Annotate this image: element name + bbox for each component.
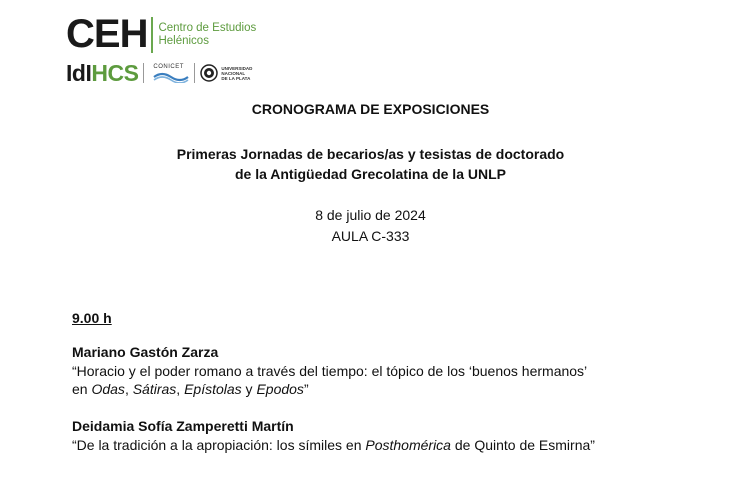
unlp-line3: DE LA PLATA: [221, 75, 251, 81]
work-title: Odas: [91, 381, 125, 397]
work-title: Epodos: [256, 381, 304, 397]
idihcs-part-a: IdI: [66, 60, 92, 86]
ceh-name-line2: Helénicos: [158, 34, 209, 47]
talk-title-end: ”: [303, 381, 309, 397]
work-title: Sátiras: [132, 381, 177, 397]
unlp-seal-icon: [200, 64, 218, 82]
logo-divider: [143, 63, 144, 83]
talk-title-line1: “Horacio y el poder romano a través del tiempo: el tópico de los ‘buenos hermanos’: [72, 363, 588, 379]
institution-logos: [66, 14, 266, 86]
document-title: CRONOGRAMA DE EXPOSICIONES: [251, 101, 490, 117]
talk-title-sep: y: [241, 381, 257, 397]
unlp-logo: [200, 64, 261, 82]
work-title: Posthomérica: [365, 437, 451, 453]
logo-divider-2: [194, 63, 195, 83]
ceh-divider: [151, 17, 153, 53]
speaker-name: Deidamia Sofía Zamperetti Martín: [72, 418, 294, 434]
talk-title-text: “De la tradición a la apropiación: los símiles en: [72, 437, 366, 453]
event-room: AULA C-333: [331, 228, 410, 244]
talk-title-text: en: [72, 381, 92, 397]
talk-title-sep: ,: [124, 381, 133, 397]
ceh-name-line1: Centro de Estudios: [158, 22, 257, 34]
event-name-line1: Primeras Jornadas de becarios/as y tesistas de doctorado: [176, 146, 565, 162]
conicet-wave-icon: [153, 71, 189, 83]
ceh-logo: [66, 14, 256, 54]
unlp-line2: NACIONAL: [221, 70, 246, 76]
session-time: 9.00 h: [72, 310, 112, 326]
speaker-name: Mariano Gastón Zarza: [72, 344, 219, 360]
talk-title-text: de Quinto de Esmirna”: [450, 437, 595, 453]
talk-title-line2: [72, 380, 309, 398]
unlp-name: [221, 66, 261, 81]
event-name-line2: de la Antigüedad Grecolatina de la UNLP: [235, 166, 506, 182]
talk-title-sep: ,: [176, 381, 185, 397]
unlp-line1: UNIVERSIDAD: [221, 65, 253, 71]
work-title: Epístolas: [184, 381, 242, 397]
talk-title-line1: [72, 436, 595, 454]
idihcs-wordmark: [66, 61, 138, 85]
conicet-logo: [153, 64, 189, 83]
event-date: 8 de julio de 2024: [315, 207, 426, 223]
ceh-full-name: [158, 22, 256, 47]
conicet-label: CONICET: [153, 63, 184, 70]
ceh-wordmark: CEH: [66, 12, 148, 56]
idihcs-part-b: HCS: [91, 60, 139, 86]
partner-logos: [66, 60, 261, 86]
